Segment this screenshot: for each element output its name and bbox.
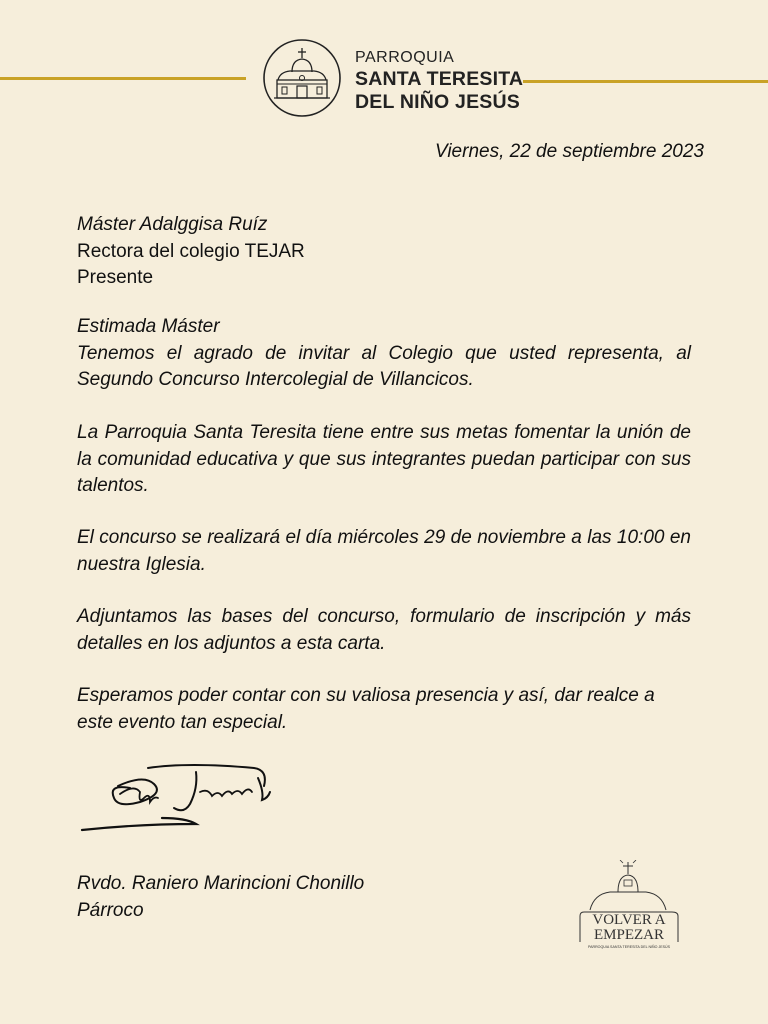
recipient-name: Máster Adalggisa Ruíz xyxy=(77,214,268,235)
emblem-caption: PARROQUIA SANTA TERESITA DEL NIÑO JESÚS xyxy=(587,945,671,949)
paragraph-4: Adjuntamos las bases del concurso, formulario de inscripción y más detalles en los adjuntos a esta carta. xyxy=(77,606,691,654)
brand-line-3: DEL NIÑO JESÚS xyxy=(355,90,520,113)
parish-brand xyxy=(355,50,523,115)
letter-intro xyxy=(77,314,691,394)
emblem-line-2: EMPEZAR xyxy=(593,927,665,943)
signature-image xyxy=(78,758,278,836)
recipient-block xyxy=(77,212,691,292)
volver-a-empezar-emblem xyxy=(576,860,686,952)
header-rule-left xyxy=(0,77,246,80)
emblem-line-1: VOLVER A xyxy=(592,912,666,928)
signer-name: Rvdo. Raniero Marincioni Chonillo xyxy=(77,873,365,894)
header-rule-right xyxy=(523,80,768,83)
paragraph-3: El concurso se realizará el día miércoles 29 de noviembre a las 10:00 en nuestra Iglesia. xyxy=(77,527,691,575)
recipient-title: Rectora del colegio TEJAR xyxy=(77,240,305,262)
signer-role: Párroco xyxy=(77,899,144,921)
brand-line-2: SANTA TERESITA xyxy=(355,68,524,90)
brand-line-1: PARROQUIA xyxy=(355,49,455,66)
salutation: Estimada Máster xyxy=(77,316,220,337)
letter-date: Viernes, 22 de septiembre 2023 xyxy=(435,141,704,162)
paragraph-2: La Parroquia Santa Teresita tiene entre sus metas fomentar la unión de la comunidad educativa y que sus integrantes puedan participar con sus talentos. xyxy=(77,422,691,496)
paragraph-1: Tenemos el agrado de invitar al Colegio que usted representa, al Segundo Concurso Intercolegial de Villancicos. xyxy=(77,342,691,390)
paragraph-5: Esperamos poder contar con su valiosa presencia y así, dar realce a este evento tan especial. xyxy=(77,685,655,733)
recipient-note: Presente xyxy=(77,267,154,288)
church-logo-icon xyxy=(262,38,342,118)
